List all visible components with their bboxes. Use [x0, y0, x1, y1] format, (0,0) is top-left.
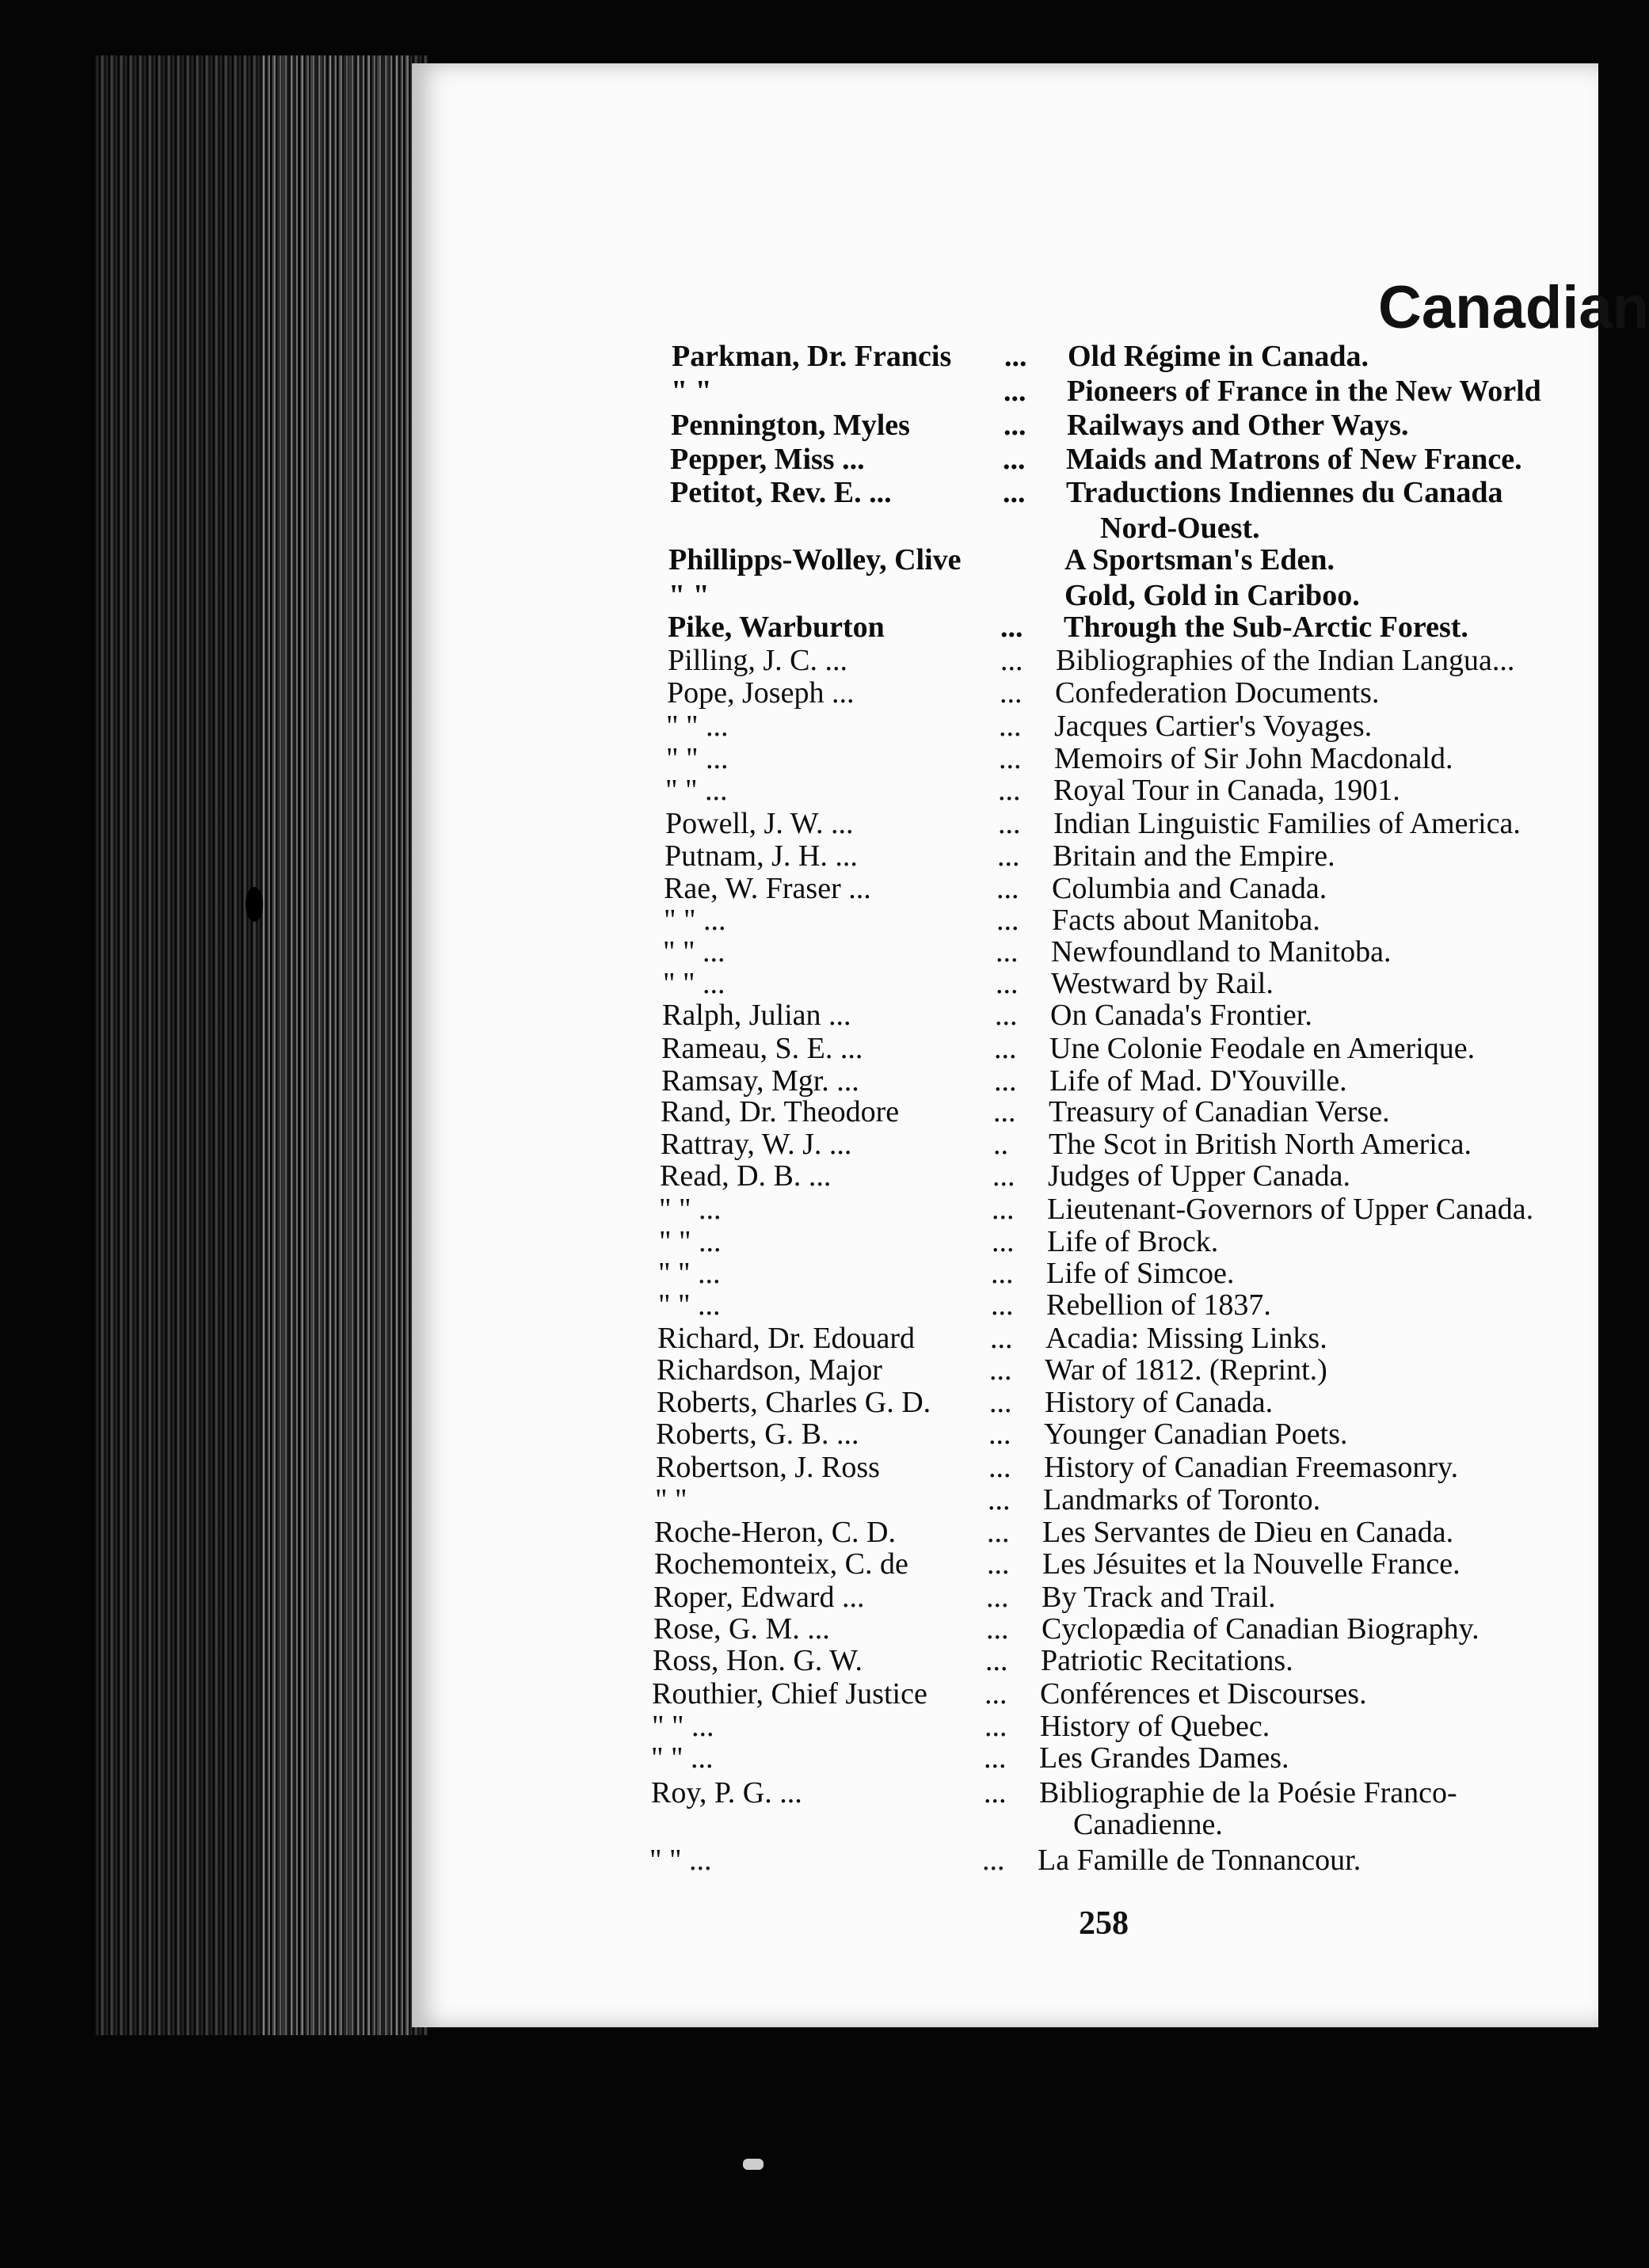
- list-item: [0, 1321, 1598, 1356]
- list-item: [0, 578, 1598, 613]
- list-item: [0, 1159, 1598, 1193]
- entry-title: Gold, Gold in Cariboo.: [1064, 579, 1360, 612]
- entry-leader-dots: ...: [989, 1386, 1012, 1419]
- list-item: [0, 871, 1598, 906]
- entry-leader-dots: ...: [1003, 476, 1026, 509]
- entry-author: " " ...: [651, 1741, 714, 1775]
- list-item: [0, 1450, 1598, 1485]
- entry-leader-dots: ...: [1003, 375, 1026, 408]
- list-item: [0, 408, 1598, 443]
- entry-author: Rochemonteix, C. de: [654, 1547, 908, 1581]
- entry-author: " " ...: [663, 935, 725, 968]
- list-item: [0, 1224, 1598, 1259]
- entry-leader-dots: ...: [986, 1581, 1009, 1614]
- entry-leader-dots: ...: [995, 999, 1018, 1032]
- list-item: [0, 934, 1598, 969]
- entry-leader-dots: ...: [1000, 611, 1023, 644]
- entry-title: Une Colonie Feodale en Amerique.: [1049, 1032, 1476, 1065]
- entry-author: " ": [668, 579, 710, 612]
- entry-author: Roper, Edward ...: [653, 1581, 865, 1614]
- list-item: [0, 1417, 1598, 1452]
- list-item: [0, 1807, 1598, 1842]
- entry-author: Roberts, G. B. ...: [656, 1418, 859, 1451]
- entry-leader-dots: ...: [1000, 644, 1023, 677]
- list-item: [0, 643, 1598, 678]
- entry-title: Facts about Manitoba.: [1052, 904, 1320, 937]
- list-item: [0, 1580, 1598, 1615]
- entry-title: History of Canadian Freemasonry.: [1044, 1451, 1459, 1484]
- entry-leader-dots: ...: [989, 1353, 1012, 1387]
- entry-title: Columbia and Canada.: [1052, 872, 1327, 905]
- list-item: [0, 1547, 1598, 1581]
- entry-leader-dots: ..: [993, 1128, 1008, 1161]
- entry-leader-dots: ...: [993, 1095, 1016, 1128]
- entry-leader-dots: ...: [985, 1644, 1008, 1677]
- entry-leader-dots: ...: [999, 742, 1022, 775]
- list-item: [0, 1775, 1598, 1810]
- entry-author: Powell, J. W. ...: [665, 807, 854, 840]
- entry-author: " " ...: [666, 710, 729, 743]
- list-item: [0, 709, 1598, 744]
- entry-title: Indian Linguistic Families of America.: [1053, 807, 1521, 840]
- entry-title: Royal Tour in Canada, 1901.: [1053, 774, 1400, 807]
- entry-title: Landmarks of Toronto.: [1043, 1483, 1321, 1516]
- entry-leader-dots: ...: [996, 935, 1019, 968]
- entry-leader-dots: ...: [984, 1710, 1007, 1743]
- entry-leader-dots: ...: [990, 1322, 1013, 1355]
- list-item: [0, 806, 1598, 841]
- list-item: [0, 1094, 1598, 1129]
- entry-title: Railways and Other Ways.: [1067, 409, 1409, 442]
- entry-author: Petitot, Rev. E. ...: [670, 476, 892, 509]
- entry-leader-dots: ...: [987, 1516, 1010, 1549]
- entry-title: Treasury of Canadian Verse.: [1049, 1095, 1390, 1128]
- entry-author: Routhier, Chief Justice: [652, 1677, 927, 1711]
- entry-title: Les Grandes Dames.: [1039, 1741, 1289, 1775]
- entry-title: Life of Simcoe.: [1046, 1257, 1235, 1290]
- entry-title: Through the Sub-Arctic Forest.: [1064, 611, 1468, 644]
- list-item: [0, 839, 1598, 873]
- entry-title: Canadienne.: [1073, 1808, 1223, 1841]
- running-title: Canadian: [1378, 274, 1649, 341]
- entry-title: Traductions Indiennes du Canada: [1066, 476, 1503, 509]
- entry-title: Nord-Ouest.: [1100, 512, 1260, 545]
- entry-author: " " ...: [665, 774, 728, 807]
- list-item: [0, 903, 1598, 938]
- entry-leader-dots: ...: [992, 1193, 1015, 1226]
- entry-leader-dots: ...: [987, 1547, 1010, 1581]
- entry-title: Jacques Cartier's Voyages.: [1054, 710, 1373, 743]
- entry-leader-dots: ...: [997, 839, 1020, 873]
- entry-title: Old Régime in Canada.: [1068, 340, 1369, 373]
- entry-title: Les Jésuites et la Nouvelle France.: [1042, 1547, 1460, 1581]
- entry-leader-dots: ...: [994, 1032, 1017, 1065]
- entry-leader-dots: ...: [998, 807, 1021, 840]
- entry-title: Confederation Documents.: [1055, 676, 1380, 710]
- entry-author: Pike, Warburton: [668, 611, 885, 644]
- list-item: [0, 374, 1598, 409]
- entry-author: Pepper, Miss ...: [670, 443, 865, 476]
- entry-author: " " ...: [659, 1193, 722, 1226]
- entry-leader-dots: ...: [991, 1257, 1014, 1290]
- entry-title: Lieutenant-Governors of Upper Canada.: [1047, 1193, 1534, 1226]
- entry-title: Judges of Upper Canada.: [1048, 1159, 1351, 1193]
- list-item: [0, 610, 1598, 645]
- entry-title: Bibliographie de la Poésie Franco-: [1039, 1776, 1457, 1809]
- entry-leader-dots: ...: [988, 1418, 1011, 1451]
- entry-leader-dots: ...: [996, 904, 1019, 937]
- entry-author: Parkman, Dr. Francis: [672, 340, 952, 373]
- entry-title: A Sportsman's Eden.: [1064, 543, 1335, 577]
- entry-title: Patriotic Recitations.: [1041, 1644, 1293, 1677]
- entry-title: Acadia: Missing Links.: [1045, 1322, 1327, 1355]
- list-item: [0, 1385, 1598, 1420]
- entry-leader-dots: ...: [986, 1612, 1009, 1646]
- entry-title: History of Canada.: [1045, 1386, 1274, 1419]
- entry-leader-dots: ...: [1004, 340, 1027, 373]
- list-item: [0, 1709, 1598, 1744]
- entry-author: Robertson, J. Ross: [656, 1451, 880, 1484]
- page-number: 258: [1079, 1905, 1129, 1942]
- entry-author: Rameau, S. E. ...: [661, 1032, 863, 1065]
- entry-title: La Famille de Tonnancour.: [1038, 1844, 1361, 1877]
- list-item: [0, 1843, 1598, 1878]
- entry-author: Richardson, Major: [657, 1353, 882, 1387]
- entry-title: Conférences et Discourses.: [1040, 1677, 1367, 1711]
- entry-author: " " ...: [658, 1288, 721, 1322]
- entry-leader-dots: ...: [1003, 443, 1026, 476]
- entry-author: " " ...: [663, 967, 725, 1000]
- list-item: [0, 998, 1598, 1033]
- entry-author: " " ...: [664, 904, 726, 937]
- entry-title: Life of Mad. D'Youville.: [1049, 1064, 1347, 1098]
- entry-author: Rae, W. Fraser ...: [664, 872, 871, 905]
- list-item: [0, 966, 1598, 1001]
- list-item: [0, 442, 1598, 477]
- entry-author: Ross, Hon. G. W.: [653, 1644, 863, 1677]
- entry-title: Britain and the Empire.: [1053, 839, 1335, 873]
- entry-title: Newfoundland to Manitoba.: [1051, 935, 1392, 968]
- entry-author: Richard, Dr. Edouard: [657, 1322, 916, 1355]
- entry-title: Les Servantes de Dieu en Canada.: [1042, 1516, 1454, 1549]
- list-item: [0, 475, 1598, 510]
- list-item: [0, 741, 1598, 776]
- list-item: [0, 339, 1598, 374]
- entry-author: " " ...: [659, 1225, 722, 1258]
- entry-leader-dots: ...: [992, 1159, 1015, 1193]
- entry-leader-dots: ...: [996, 967, 1019, 1000]
- entry-leader-dots: ...: [998, 774, 1021, 807]
- entry-author: " ": [655, 1483, 687, 1516]
- entry-leader-dots: ...: [996, 872, 1019, 905]
- entry-author: " " ...: [649, 1844, 712, 1877]
- entry-author: Ramsay, Mgr. ...: [661, 1064, 859, 1098]
- entry-title: By Track and Trail.: [1042, 1581, 1276, 1614]
- entry-title: On Canada's Frontier.: [1050, 999, 1312, 1032]
- list-item: [0, 1741, 1598, 1775]
- list-item: [0, 1643, 1598, 1678]
- entry-title: War of 1812. (Reprint.): [1045, 1353, 1327, 1387]
- entry-author: Rand, Dr. Theodore: [661, 1095, 900, 1128]
- entry-author: " " ...: [652, 1710, 714, 1743]
- list-item: [0, 1031, 1598, 1066]
- entry-title: History of Quebec.: [1040, 1710, 1270, 1743]
- list-item: [0, 1127, 1598, 1162]
- list-item: [0, 1515, 1598, 1550]
- list-item: [0, 511, 1598, 546]
- entry-leader-dots: ...: [984, 1677, 1007, 1711]
- entry-title: Life of Brock.: [1047, 1225, 1219, 1258]
- entry-leader-dots: ...: [994, 1064, 1017, 1098]
- entry-author: Read, D. B. ...: [660, 1159, 832, 1193]
- entry-title: Pioneers of France in the New World: [1067, 375, 1541, 408]
- entry-leader-dots: ...: [984, 1776, 1007, 1809]
- entry-author: Pennington, Myles: [671, 409, 910, 442]
- entry-author: Roberts, Charles G. D.: [657, 1386, 931, 1419]
- entry-author: Rattray, W. J. ...: [661, 1128, 852, 1161]
- entry-author: Pope, Joseph ...: [667, 676, 855, 710]
- entry-title: The Scot in British North America.: [1049, 1128, 1472, 1161]
- list-item: [0, 1482, 1598, 1517]
- entry-title: Cyclopædia of Canadian Biography.: [1042, 1612, 1480, 1646]
- entry-author: Roy, P. G. ...: [651, 1776, 802, 1809]
- entry-leader-dots: ...: [999, 710, 1022, 743]
- entry-leader-dots: ...: [982, 1844, 1005, 1877]
- entry-leader-dots: ...: [988, 1483, 1011, 1516]
- entry-author: " " ...: [658, 1257, 721, 1290]
- list-item: [0, 1676, 1598, 1711]
- entry-author: " ": [671, 375, 712, 408]
- entry-leader-dots: ...: [992, 1225, 1015, 1258]
- list-item: [0, 1353, 1598, 1387]
- entry-leader-dots: ...: [988, 1451, 1011, 1484]
- list-item: [0, 773, 1598, 808]
- entry-author: Putnam, J. H. ...: [665, 839, 858, 873]
- list-item: [0, 1256, 1598, 1291]
- entry-title: Younger Canadian Poets.: [1044, 1418, 1348, 1451]
- entry-author: Ralph, Julian ...: [662, 999, 851, 1032]
- list-item: [0, 1612, 1598, 1646]
- entry-title: Westward by Rail.: [1051, 967, 1274, 1000]
- entry-author: Phillipps-Wolley, Clive: [668, 543, 962, 577]
- entry-leader-dots: ...: [1000, 676, 1023, 710]
- entry-title: Bibliographies of the Indian Langua...: [1056, 644, 1515, 677]
- entry-title: Maids and Matrons of New France.: [1066, 443, 1522, 476]
- entry-author: Roche-Heron, C. D.: [654, 1516, 896, 1549]
- entry-title: Memoirs of Sir John Macdonald.: [1054, 742, 1453, 775]
- list-item: [0, 1288, 1598, 1322]
- list-item: [0, 675, 1598, 710]
- entry-author: " " ...: [666, 742, 729, 775]
- list-item: [0, 1064, 1598, 1098]
- entry-author: Pilling, J. C. ...: [668, 644, 847, 677]
- entry-author: Rose, G. M. ...: [653, 1612, 830, 1646]
- entry-leader-dots: ...: [991, 1288, 1014, 1322]
- entry-title: Rebellion of 1837.: [1046, 1288, 1271, 1322]
- entry-leader-dots: ...: [1003, 409, 1026, 442]
- entry-leader-dots: ...: [984, 1741, 1007, 1775]
- list-item: [0, 542, 1598, 577]
- list-item: [0, 1192, 1598, 1227]
- scan-artifact: [743, 2159, 764, 2170]
